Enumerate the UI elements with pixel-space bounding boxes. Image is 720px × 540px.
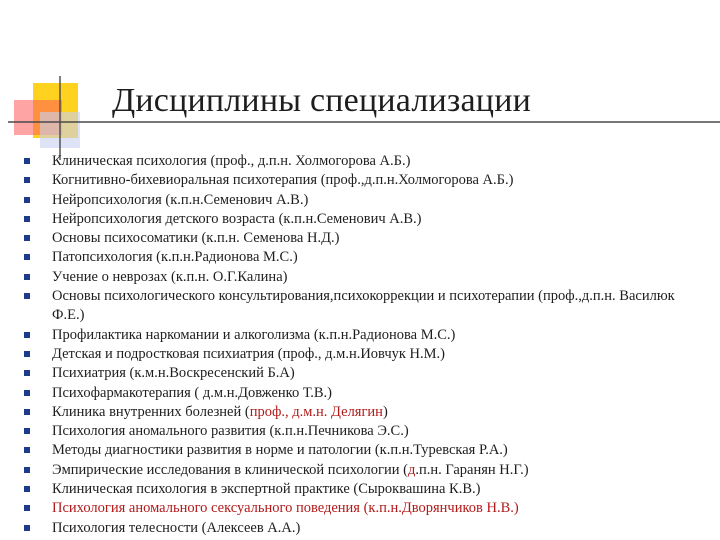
square-bullet-icon [24,486,30,492]
disciplines-list [24,152,692,538]
square-bullet-icon [24,409,30,415]
square-bullet-icon [24,505,30,511]
list-item-text: Методы диагностики развития в норме и патологии (к.п.н.Туревская Р.А.) [52,442,508,459]
list-item [24,345,692,364]
list-item [24,403,692,422]
list-item-text: Психофармакотерапия ( д.м.н.Довженко Т.В.) [52,384,333,401]
list-item-text: Основы психологического консультирования,психокоррекции и психотерапии (проф.,д.п.н. Василюк Ф.Е.) [52,288,675,324]
list-item-text: Основы психосоматики (к.п.н. Семенова Н.Д.) [52,230,340,247]
list-item [24,229,692,248]
square-bullet-icon [24,525,30,531]
deco-yellow-square [33,83,78,138]
list-item [24,326,692,345]
square-bullet-icon [24,197,30,203]
square-bullet-icon [24,390,30,396]
list-item [24,519,692,538]
list-item [24,287,692,326]
list-item-text: Клиника внутренних болезней ( [52,403,250,420]
list-item-text: Эмпирические исследования в клинической психологии ( [52,461,408,478]
square-bullet-icon [24,447,30,453]
square-bullet-icon [24,254,30,260]
list-item [24,422,692,441]
square-bullet-icon [24,177,30,183]
square-bullet-icon [24,351,30,357]
list-item-highlight: д [407,461,416,478]
list-item-text: Нейропсихология (к.п.н.Семенович А.В.) [52,191,309,208]
list-item-highlight: проф., д.м.н. Делягин [249,403,383,420]
list-item [24,384,692,403]
square-bullet-icon [24,274,30,280]
list-item [24,499,692,518]
square-bullet-icon [24,216,30,222]
list-item [24,191,692,210]
list-item-text: Профилактика наркомании и алкоголизма (к.п.н.Радионова М.С.) [52,326,456,343]
list-item [24,210,692,229]
list-item-text: .п.н. Гаранян Н.Г.) [415,461,529,478]
list-item-text: Психология телесности (Алексеев А.А.) [52,519,301,536]
square-bullet-icon [24,467,30,473]
list-item [24,364,692,383]
list-item [24,480,692,499]
list-item-text: Психология аномального сексуального поведения (к.п.н.Дворянчиков Н.В.) [52,500,519,517]
deco-blue-square [40,112,80,148]
list-item-text: ) [382,403,388,420]
list-item [24,268,692,287]
page-title: Дисциплины специализации [112,82,531,119]
list-item-text: Психология аномального развития (к.п.н.Печникова Э.С.) [52,423,409,440]
list-item-text: Учение о неврозах (к.п.н. О.Г.Калина) [52,268,288,285]
list-item-text: Психиатрия (к.м.н.Воскресенский Б.А) [52,365,295,382]
list-item [24,441,692,460]
list-item-text: Нейропсихология детского возраста (к.п.н.Семенович А.В.) [52,210,422,227]
list-item [24,461,692,480]
square-bullet-icon [24,158,30,164]
list-item-text: Детская и подростковая психиатрия (проф., д.м.н.Иовчук Н.М.) [52,345,446,362]
deco-red-square [14,100,62,135]
list-item-text: Когнитивно-бихевиоральная психотерапия (проф.,д.п.н.Холмогорова А.Б.) [52,172,514,189]
list-item-text: Клиническая психология (проф., д.п.н. Холмогорова А.Б.) [52,153,411,169]
list-item-text: Патопсихология (к.п.н.Радионова М.С.) [52,249,298,266]
square-bullet-icon [24,293,30,299]
square-bullet-icon [24,332,30,338]
list-item-text: Клиническая психология в экспертной практике (Сыроквашина К.В.) [52,481,481,498]
square-bullet-icon [24,370,30,376]
list-item [24,171,692,190]
square-bullet-icon [24,428,30,434]
square-bullet-icon [24,235,30,241]
list-item [24,248,692,267]
list-item [24,152,692,171]
